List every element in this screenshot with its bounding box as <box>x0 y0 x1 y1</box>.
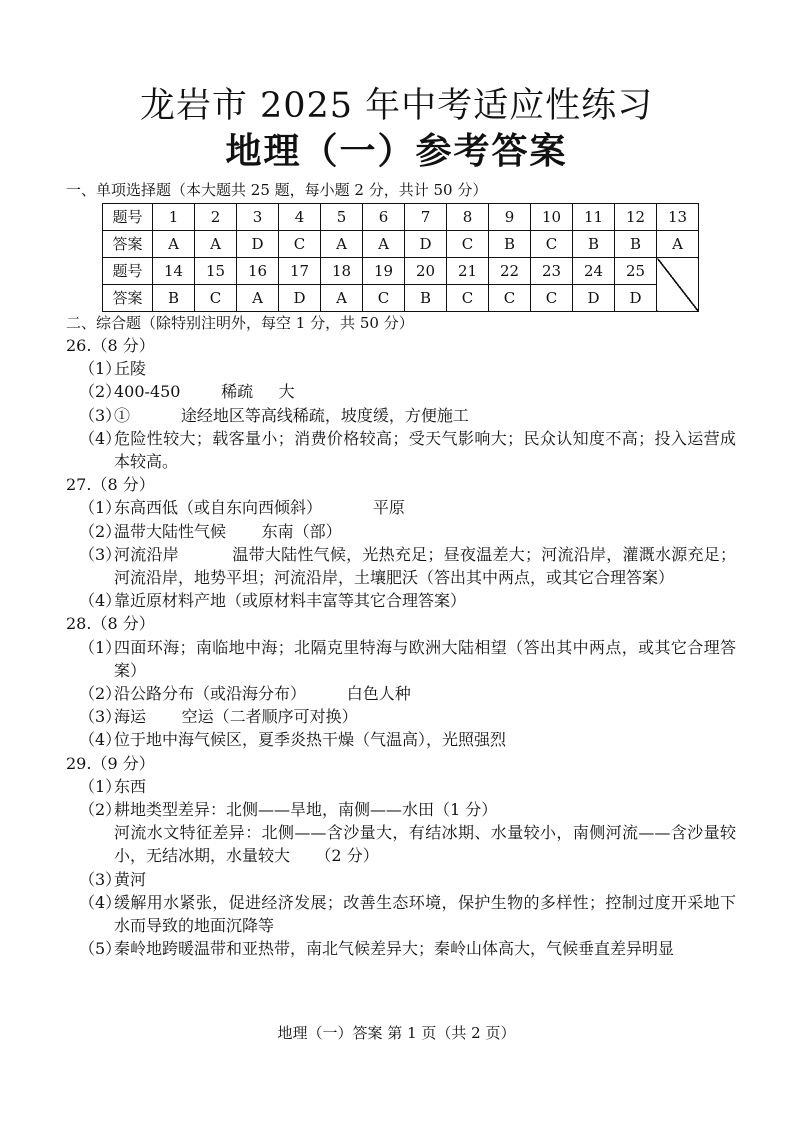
table-cell: 18 <box>321 258 363 285</box>
item-text: 位于地中海气候区，夏季炎热干燥（气温高），光照强烈 <box>114 730 507 750</box>
item-text: 缓解用水紧张，促进经济发展；改善生态环境，保护生物的多样性；控制过度开采地下水而导致的地面沉降等 <box>114 892 736 936</box>
answer-item <box>66 427 736 473</box>
answer-item <box>66 891 736 937</box>
table-cell: C <box>363 285 405 312</box>
section-2-heading: 二、综合题（除特别注明外，每空 1 分，共 50 分） <box>66 314 414 332</box>
question-number-row <box>103 258 699 285</box>
table-cell: B <box>405 285 447 312</box>
page-subtitle: 地理（一）参考答案 <box>225 130 568 172</box>
table-cell: 11 <box>573 204 615 231</box>
table-cell: A <box>237 285 279 312</box>
table-cell: 19 <box>363 258 405 285</box>
table-cell: 12 <box>615 204 657 231</box>
question-title: 26.（8 分） <box>66 336 155 355</box>
item-number: （3） <box>79 707 122 727</box>
answer-item <box>66 868 736 891</box>
item-text: 河流沿岸 温带大陆性气候，光热充足；昼夜温差大；河流沿岸，灌溉水源充足；河流沿岸，地势平坦；河流沿岸，土壤肥沃（答出其中两点，或其它合理答案） <box>114 544 736 588</box>
answer-item <box>66 589 736 612</box>
question-title: 28.（8 分） <box>66 614 155 634</box>
item-text: 海运 空运（二者顺序可对换） <box>114 707 358 727</box>
item-text: 靠近原材料产地（或原材料丰富等其它合理答案） <box>114 591 467 611</box>
item-text: 黄河 <box>114 869 147 889</box>
answer-item <box>66 937 736 960</box>
table-cell: 1 <box>153 204 195 231</box>
question-number-row <box>103 204 699 231</box>
table-cell: C <box>447 231 489 258</box>
item-number: （4） <box>79 892 122 912</box>
table-cell: 6 <box>363 204 405 231</box>
answer-item <box>66 798 736 868</box>
table-cell: B <box>489 231 531 258</box>
item-text: 丘陵 <box>114 359 147 379</box>
row-label: 答案 <box>103 231 153 258</box>
table-cell: 15 <box>195 258 237 285</box>
item-text: 四面环海；南临地中海；北隔克里特海与欧洲大陆相望（答出其中两点，或其它合理答案） <box>114 637 736 680</box>
item-number: （3） <box>79 544 122 564</box>
item-number: （4） <box>79 428 122 448</box>
table-cell: 20 <box>405 258 447 285</box>
answer-item <box>66 543 736 589</box>
answer-item <box>66 520 736 543</box>
row-label: 题号 <box>103 204 153 231</box>
answer-item <box>66 636 736 682</box>
item-text: 秦岭地跨暖温带和亚热带，南北气候差异大；秦岭山体高大，气候垂直差异明显 <box>114 939 675 959</box>
table-cell: A <box>363 231 405 258</box>
item-text: 东高西低（或自东向西倾斜） 平原 <box>114 498 405 518</box>
item-number: （2） <box>79 521 122 541</box>
answer-item <box>66 404 736 427</box>
item-number: （3） <box>79 405 122 425</box>
table-cell: 16 <box>237 258 279 285</box>
table-cell: D <box>405 231 447 258</box>
table-cell: 22 <box>489 258 531 285</box>
item-text: ① 途经地区等高线稀疏，坡度缓，方便施工 <box>114 405 469 425</box>
table-cell: 3 <box>237 204 279 231</box>
item-number: （5） <box>79 939 122 959</box>
table-cell: 10 <box>531 204 573 231</box>
row-label: 题号 <box>103 258 153 285</box>
table-cell: C <box>489 285 531 312</box>
table-cell: 17 <box>279 258 321 285</box>
table-cell: A <box>153 231 195 258</box>
answer-item <box>66 775 736 798</box>
item-number: （1） <box>79 776 122 796</box>
item-text: 危险性较大；载客量小；消费价格较高；受天气影响大；民众认知度不高；投入运营成本较高。 <box>114 428 736 472</box>
table-cell: 13 <box>657 204 699 231</box>
answer-table <box>102 203 699 312</box>
answer-item <box>66 380 736 403</box>
item-number: （2） <box>79 684 122 704</box>
empty-diagonal-cell <box>657 258 699 312</box>
table-cell: A <box>321 231 363 258</box>
table-cell: C <box>531 285 573 312</box>
table-cell: B <box>573 231 615 258</box>
answer-item <box>66 728 736 751</box>
table-cell: C <box>195 285 237 312</box>
table-cell: D <box>573 285 615 312</box>
item-text: 400-450 稀疏 大 <box>114 382 295 402</box>
item-number: （4） <box>79 591 122 611</box>
answer-content <box>66 334 736 960</box>
table-cell: 25 <box>615 258 657 285</box>
table-cell: D <box>615 285 657 312</box>
item-number: （1） <box>79 637 122 657</box>
answer-item <box>66 705 736 728</box>
question-title: 27.（8 分） <box>66 475 155 495</box>
item-text-continued: 河流水文特征差异：北侧——含沙量大，有结冰期、水量较小，南侧河流——含沙量较小，无结冰期，水量较大 （2 分） <box>114 823 736 866</box>
table-cell: B <box>153 285 195 312</box>
question-title: 29.（9 分） <box>66 753 155 773</box>
table-cell: 23 <box>531 258 573 285</box>
table-cell: A <box>321 285 363 312</box>
item-number: （1） <box>79 359 122 379</box>
table-cell: 9 <box>489 204 531 231</box>
table-cell: 5 <box>321 204 363 231</box>
table-cell: C <box>531 231 573 258</box>
item-number: （2） <box>79 382 122 402</box>
item-text: 沿公路分布（或沿海分布） 白色人种 <box>114 684 411 704</box>
item-number: （4） <box>79 730 122 750</box>
item-text: 东西 <box>114 776 147 796</box>
answer-row <box>103 285 699 312</box>
table-cell: 8 <box>447 204 489 231</box>
section-1-heading: 一、单项选择题（本大题共 25 题，每小题 2 分，共计 50 分） <box>66 181 488 199</box>
table-cell: C <box>447 285 489 312</box>
page-footer: 地理（一）答案 第 1 页（共 2 页） <box>277 1024 516 1042</box>
table-cell: D <box>237 231 279 258</box>
table-cell: 14 <box>153 258 195 285</box>
item-number: （3） <box>79 869 122 889</box>
answer-item <box>66 496 736 519</box>
table-cell: D <box>279 285 321 312</box>
item-text: 耕地类型差异：北侧——旱地，南侧——水田（1 分） <box>114 800 498 820</box>
table-cell: A <box>657 231 699 258</box>
table-cell: 21 <box>447 258 489 285</box>
row-label: 答案 <box>103 285 153 312</box>
table-cell: 4 <box>279 204 321 231</box>
table-cell: B <box>615 231 657 258</box>
table-cell: C <box>279 231 321 258</box>
answer-row <box>103 231 699 258</box>
table-cell: A <box>195 231 237 258</box>
table-cell: 7 <box>405 204 447 231</box>
item-number: （2） <box>79 800 122 820</box>
answer-item <box>66 682 736 705</box>
page-title: 龙岩市 2025 年中考适应性练习 <box>139 86 654 126</box>
table-cell: 24 <box>573 258 615 285</box>
item-number: （1） <box>79 498 122 518</box>
table-cell: 2 <box>195 204 237 231</box>
answer-item <box>66 357 736 380</box>
item-text: 温带大陆性气候 东南（部） <box>114 521 342 541</box>
